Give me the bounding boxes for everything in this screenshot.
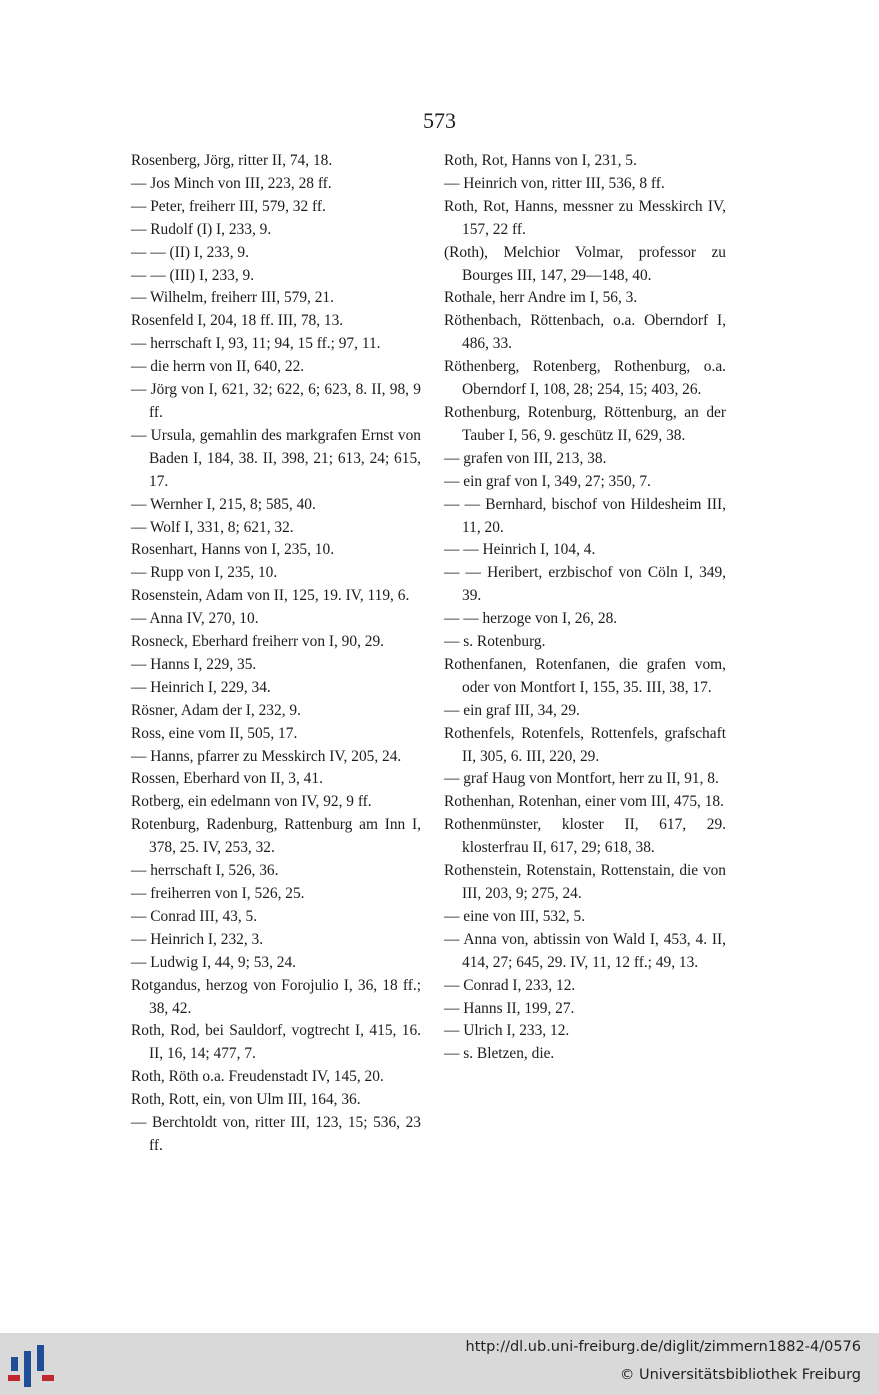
index-entry: Rothenhan, Rotenhan, einer vom III, 475, 18. bbox=[444, 793, 724, 811]
index-entry: — s. Bletzen, die. bbox=[444, 1045, 555, 1063]
index-entry: — herrschaft I, 93, 11; 94, 15 ff.; 97, 11. bbox=[131, 335, 381, 353]
index-entry: (Roth), Melchior Volmar, professor zu Bourges III, 147, 29—148, 40. bbox=[444, 243, 726, 284]
index-entry: Rosenhart, Hanns von I, 235, 10. bbox=[131, 541, 335, 559]
index-entry: — Hanns I, 229, 35. bbox=[131, 655, 257, 673]
index-entry: Rotenburg, Radenburg, Rattenburg am Inn I, 378, 25. IV, 253, 32. bbox=[131, 816, 421, 857]
index-entry: Rossen, Eberhard von II, 3, 41. bbox=[131, 770, 323, 788]
index-entry: — herrschaft I, 526, 36. bbox=[131, 862, 279, 880]
index-entry: Rosenstein, Adam von II, 125, 19. IV, 119, 6. bbox=[131, 587, 410, 605]
index-entry: — — Heinrich I, 104, 4. bbox=[444, 541, 596, 559]
index-entry: Rothenstein, Rotenstain, Rottenstain, die von III, 203, 9; 275, 24. bbox=[444, 862, 726, 902]
index-entry: — Heinrich von, ritter III, 536, 8 ff. bbox=[444, 174, 665, 192]
index-entry: Röthenberg, Rotenberg, Rothenburg, o.a. Oberndorf I, 108, 28; 254, 15; 403, 26. bbox=[444, 358, 726, 399]
index-entry: Rothenmünster, kloster II, 617, 29. klosterfrau II, 617, 29; 618, 38. bbox=[444, 816, 726, 857]
index-entry: — Conrad I, 233, 12. bbox=[444, 976, 576, 994]
index-entry: Rosneck, Eberhard freiherr von I, 90, 29. bbox=[131, 633, 385, 651]
index-entry: Röthenbach, Röttenbach, o.a. Oberndorf I, 486, 33. bbox=[444, 312, 726, 353]
index-entry: — — herzoge von I, 26, 28. bbox=[444, 610, 618, 628]
index-entry: Roth, Röth o.a. Freudenstadt IV, 145, 20. bbox=[131, 1068, 384, 1086]
index-entry: Rotberg, ein edelmann von IV, 92, 9 ff. bbox=[131, 793, 372, 811]
index-entry: — Berchtoldt von, ritter III, 123, 15; 536, 23 ff. bbox=[131, 1114, 421, 1154]
index-entry: Rothenfels, Rotenfels, Rottenfels, grafschaft II, 305, 6. III, 220, 29. bbox=[444, 724, 726, 765]
index-entry: — ein graf III, 34, 29. bbox=[444, 701, 580, 719]
index-entry: — — Heribert, erzbischof von Cöln I, 349, 39. bbox=[444, 564, 726, 605]
index-entry: Roth, Rott, ein, von Ulm III, 164, 36. bbox=[131, 1091, 361, 1109]
index-entry: — — (II) I, 233, 9. bbox=[131, 243, 249, 261]
index-entry: — s. Rotenburg. bbox=[444, 633, 546, 651]
index-entry: Rotgandus, herzog von Forojulio I, 36, 18 ff.; 38, 42. bbox=[131, 976, 421, 1017]
index-entry: — Ludwig I, 44, 9; 53, 24. bbox=[131, 953, 297, 971]
index-entry: Rothale, herr Andre im I, 56, 3. bbox=[444, 289, 638, 307]
index-entry: — Anna von, abtissin von Wald I, 453, 4. II, 414, 27; 645, 29. IV, 11, 12 ff.; 49, 13. bbox=[444, 930, 726, 971]
index-entry: — die herrn von II, 640, 22. bbox=[131, 358, 305, 376]
index-entry: — — (III) I, 233, 9. bbox=[131, 266, 255, 284]
index-entry: Rosenfeld I, 204, 18 ff. III, 78, 13. bbox=[131, 312, 344, 330]
footer-bar bbox=[0, 1333, 879, 1395]
index-entry: — freiherren von I, 526, 25. bbox=[131, 885, 305, 902]
index-entry: — Rudolf (I) I, 233, 9. bbox=[131, 220, 272, 238]
index-entry: — Jörg von I, 621, 32; 622, 6; 623, 8. II, 98, 9 ff. bbox=[131, 381, 421, 421]
index-entry: Rothenburg, Rotenburg, Röttenburg, an der Tauber I, 56, 9. geschütz II, 629, 38. bbox=[444, 403, 726, 444]
index-entry: Roth, Rod, bei Sauldorf, vogtrecht I, 415, 16. II, 16, 14; 477, 7. bbox=[131, 1022, 421, 1063]
index-entry: — Ursula, gemahlin des markgrafen Ernst von Baden I, 184, 38. II, 398, 21; 613, 24; 615, 17. bbox=[131, 426, 421, 490]
index-entry: Rothenfanen, Rotenfanen, die grafen vom, oder von Montfort I, 155, 35. III, 38, 17. bbox=[444, 655, 726, 696]
index-entry: — Hanns, pfarrer zu Messkirch IV, 205, 24. bbox=[131, 747, 402, 765]
index-entry: — graf Haug von Montfort, herr zu II, 91, 8. bbox=[444, 770, 719, 788]
footer-url-link[interactable]: http://dl.ub.uni-freiburg.de/diglit/zimmern1882-4/0576 bbox=[465, 1339, 861, 1355]
index-entry: — — Bernhard, bischof von Hildesheim III, 11, 20. bbox=[444, 495, 726, 536]
index-entry: — Conrad III, 43, 5. bbox=[131, 907, 258, 925]
index-entry: — Wilhelm, freiherr III, 579, 21. bbox=[131, 289, 334, 307]
footer-copyright: © Universitätsbibliothek Freiburg bbox=[619, 1367, 861, 1383]
index-entry: — Jos Minch von III, 223, 28 ff. bbox=[131, 174, 332, 192]
index-entry: — Wernher I, 215, 8; 585, 40. bbox=[131, 495, 316, 513]
index-entry: Ross, eine vom II, 505, 17. bbox=[131, 724, 298, 742]
index-entry: — Hanns II, 199, 27. bbox=[444, 999, 575, 1017]
ub-freiburg-logo-icon bbox=[8, 1341, 56, 1389]
index-entry: — Heinrich I, 232, 3. bbox=[131, 930, 264, 948]
index-entry: — Rupp von I, 235, 10. bbox=[131, 564, 278, 582]
index-entry: Rosenberg, Jörg, ritter II, 74, 18. bbox=[131, 152, 333, 169]
index-entry: — grafen von III, 213, 38. bbox=[444, 449, 607, 467]
index-entry: — Anna IV, 270, 10. bbox=[131, 610, 259, 628]
index-column-right bbox=[444, 150, 726, 1066]
page-number: 573 bbox=[423, 108, 456, 133]
index-entry: — Peter, freiherr III, 579, 32 ff. bbox=[131, 197, 326, 215]
index-entry: Roth, Rot, Hanns von I, 231, 5. bbox=[444, 152, 637, 169]
index-entry: Roth, Rot, Hanns, messner zu Messkirch IV, 157, 22 ff. bbox=[444, 197, 726, 238]
index-entry: — eine von III, 532, 5. bbox=[444, 907, 586, 925]
index-entry: Rösner, Adam der I, 232, 9. bbox=[131, 701, 301, 719]
index-entry: — Ulrich I, 233, 12. bbox=[444, 1022, 570, 1040]
index-entry: — Wolf I, 331, 8; 621, 32. bbox=[131, 518, 294, 536]
index-entry: — Heinrich I, 229, 34. bbox=[131, 678, 271, 696]
index-entry: — ein graf von I, 349, 27; 350, 7. bbox=[444, 472, 651, 490]
index-column-left bbox=[131, 150, 421, 1158]
